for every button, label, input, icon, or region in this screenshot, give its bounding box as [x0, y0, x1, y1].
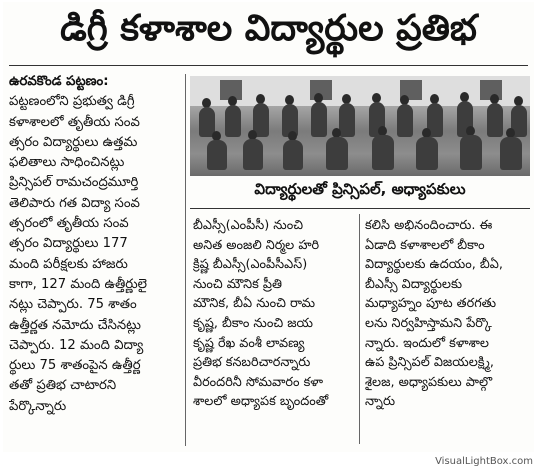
body-line: నట్లు చెప్పారు. 75 శాతం	[9, 297, 137, 313]
body-line: చెప్పారు. 12 మంది విద్యా	[9, 337, 144, 353]
person	[416, 137, 438, 170]
person	[225, 105, 241, 137]
body-line: త్సరంలో తృతీయ సంవ	[9, 216, 129, 232]
headline: డిగ్రీ కళాశాల విద్యార్థుల ప్రతిభ	[60, 8, 477, 49]
person	[487, 103, 503, 137]
body-line: తెలిపారు గత విద్యా సంవ	[9, 195, 140, 211]
body-line: శైలజ, అధ్యాపకులు పాల్గొ	[365, 374, 493, 390]
body-line: మౌనిక, బీఏ నుంచి రామ	[193, 296, 316, 312]
body-line: న్నారు. ఇందులో కళాశాల	[365, 335, 489, 351]
body-line: ఫలితాలు సాధించినట్లు	[9, 155, 125, 171]
body-line: వీరందరినీ సోమవారం కళా	[193, 374, 324, 390]
person	[283, 140, 303, 170]
body-line: బీఎస్సీ విద్యార్థులకు	[365, 276, 463, 292]
caption-divider	[190, 208, 530, 209]
person	[397, 104, 413, 137]
body-line: త్సరం విద్యార్థులు ఉత్తమ	[9, 134, 138, 150]
person	[326, 137, 348, 170]
body-line: ప్రతిభ కనబరిచారన్నారు	[193, 355, 311, 371]
person	[372, 135, 394, 170]
body-line: నుంచి మౌనిక ప్రీతి	[193, 276, 282, 292]
body-line: త్సరం విద్యార్థులు 177	[9, 236, 128, 252]
body-line: పట్టణంలోని ప్రభుత్వ డిగ్రీ	[9, 94, 135, 110]
body-line: కృష్ణ, బీకాం నుంచి జయ	[193, 315, 314, 331]
news-clipping	[3, 2, 534, 452]
person	[460, 135, 482, 170]
body-line: కళాశాలలో తృతీయ సంవ	[9, 114, 140, 130]
body-line: అనిత అంజలి నిర్మల హరి	[193, 237, 320, 253]
person	[243, 139, 263, 170]
body-line: ఉప ప్రిన్సిపల్ విజయలక్ష్మి,	[365, 355, 494, 371]
body-line: న్నారు	[365, 394, 395, 410]
person	[339, 103, 355, 137]
column-divider	[359, 214, 360, 444]
body-line: పేర్కొన్నారు	[9, 398, 67, 414]
person	[311, 102, 327, 137]
body-line: ఉత్తీర్ణత నమోదు చేసినట్లు	[9, 317, 141, 333]
watermark-text: VisualLightBox.com	[435, 456, 533, 467]
photo-caption: విద్యార్థులతో ప్రిన్సిపల్, అధ్యాపకులు	[254, 180, 466, 198]
body-line: కలిసి అభినందించారు. ఈ	[365, 218, 493, 233]
body-line: లను నిర్వహిస్తామని పేర్కొ	[365, 315, 492, 331]
body-line: మధ్యాహ్నం పూట తరగతు	[365, 296, 497, 312]
body-line: తతో ప్రతిభ చాటారని	[9, 378, 117, 394]
body-line: శాలలో అధ్యాపక బృందంతో	[193, 394, 329, 410]
group-photo	[190, 76, 530, 176]
article-column-2	[193, 216, 355, 448]
body-line: క్రిష్ణ బీఎస్సీ(ఎంపీసీఎస్)	[193, 257, 308, 273]
body-line: కృష్ణ రేఖ వంశీ లావణ్య	[193, 335, 305, 351]
column-divider	[185, 74, 186, 446]
body-line: మంది పరీక్షలకు హాజరు	[9, 256, 128, 272]
body-line: ర్థులు 75 శాతంపైన ఉత్తీర్ణ	[9, 358, 141, 374]
body-line: ప్రిన్సిపల్ రామచంద్రమూర్తి	[9, 175, 139, 191]
article-column-1	[9, 72, 182, 447]
headline-divider	[9, 65, 528, 66]
body-line: విద్యార్థులకు ఉదయం, బీఏ,	[365, 257, 503, 273]
person	[500, 137, 522, 170]
dateline: ఉరవకొండ పట్టణం:	[9, 74, 109, 89]
body-line: బీఎస్సీ(ఎంపీసీ) నుంచి	[193, 218, 304, 233]
body-line: ఏడాది కళాశాలలో బీకాం	[365, 237, 485, 253]
person	[207, 140, 227, 170]
article-column-3	[365, 216, 533, 448]
body-line: కాగా, 127 మంది ఉత్తీర్ణులై	[9, 276, 148, 292]
